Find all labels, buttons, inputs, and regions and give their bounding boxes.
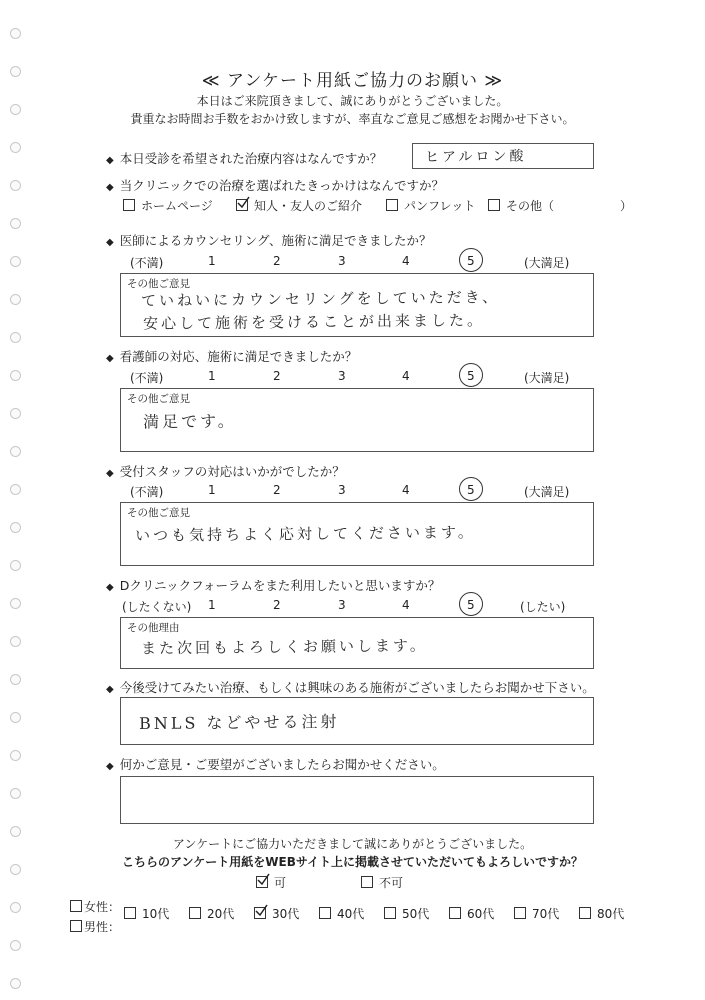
question-2: ◆ 当クリニックでの治療を選ばれたきっかけはなんですか？ bbox=[106, 178, 444, 193]
q6-scale-1[interactable]: 1 bbox=[208, 598, 216, 612]
q2-option-pamphlet[interactable]: パンフレット bbox=[386, 197, 475, 214]
q4-scale-1[interactable]: 1 bbox=[208, 369, 216, 383]
q3-scale-1[interactable]: 1 bbox=[208, 254, 216, 268]
q3-comment-box[interactable] bbox=[120, 273, 594, 337]
q3-comment-line-2: 安心して施術を受けることが出来ました。 bbox=[142, 311, 486, 333]
age-50s[interactable]: 50代 bbox=[384, 905, 429, 922]
checkbox[interactable] bbox=[70, 900, 82, 912]
q3-comment-label: その他ご意見 bbox=[127, 278, 190, 290]
q4-comment-line-1: 満足です。 bbox=[142, 411, 237, 432]
q5-scale-5[interactable]: 5 bbox=[467, 483, 475, 497]
q5-selected-circle bbox=[459, 477, 483, 501]
checkbox[interactable] bbox=[361, 876, 373, 888]
q2-option-referral[interactable]: 知人・友人のご紹介 bbox=[236, 197, 362, 214]
q6-scale-5[interactable]: 5 bbox=[467, 598, 475, 612]
question-1: ◆ 本日受診を希望された治療内容はなんですか？ bbox=[106, 151, 383, 166]
gender-male[interactable]: 男性： bbox=[70, 918, 120, 935]
q3-scale-5[interactable]: 5 bbox=[467, 254, 475, 268]
q5-scale-low: (不満) bbox=[130, 485, 164, 499]
q5-comment-label: その他ご意見 bbox=[127, 507, 190, 519]
gender-female[interactable]: 女性： bbox=[70, 898, 120, 915]
q6-selected-circle bbox=[459, 592, 483, 616]
q2-close-paren: ） bbox=[620, 199, 633, 213]
q5-scale-high: (大満足) bbox=[524, 485, 570, 499]
q6-scale-low: (したくない) bbox=[122, 600, 192, 614]
checkbox[interactable] bbox=[189, 907, 201, 919]
q5-scale-3[interactable]: 3 bbox=[338, 483, 346, 497]
question-8: ◆ 何かご意見・ご要望がございましたらお聞かせください。 bbox=[106, 757, 445, 772]
check-icon bbox=[236, 196, 250, 210]
checkbox[interactable] bbox=[488, 199, 500, 211]
question-5: ◆ 受付スタッフの対応はいかがでしたか？ bbox=[106, 464, 345, 479]
q8-answer-box[interactable] bbox=[120, 776, 594, 824]
q3-scale-2[interactable]: 2 bbox=[273, 254, 281, 268]
checkbox[interactable] bbox=[449, 907, 461, 919]
checkbox-checked[interactable] bbox=[254, 907, 266, 919]
q5-comment-box[interactable] bbox=[120, 502, 594, 566]
q6-scale-3[interactable]: 3 bbox=[338, 598, 346, 612]
q4-scale-4[interactable]: 4 bbox=[402, 369, 410, 383]
age-60s[interactable]: 60代 bbox=[449, 905, 494, 922]
age-80s[interactable]: 80代 bbox=[579, 905, 624, 922]
checkbox-checked[interactable] bbox=[256, 876, 268, 888]
q2-option-homepage[interactable]: ホームページ bbox=[123, 197, 213, 214]
q3-scale-4[interactable]: 4 bbox=[402, 254, 410, 268]
q6-comment-box[interactable] bbox=[120, 617, 594, 669]
q4-scale-high: (大満足) bbox=[524, 371, 570, 385]
page-title: ≪ アンケート用紙ご協力のお願い ≫ bbox=[201, 71, 504, 91]
question-3: ◆ 医師によるカウンセリング、施術に満足できましたか？ bbox=[106, 233, 432, 248]
question-6: ◆ Dクリニックフォーラムをまた利用したいと思いますか？ bbox=[106, 578, 441, 593]
q6-comment-label: その他理由 bbox=[127, 622, 180, 634]
checkbox[interactable] bbox=[386, 199, 398, 211]
q6-scale-2[interactable]: 2 bbox=[273, 598, 281, 612]
age-20s[interactable]: 20代 bbox=[189, 905, 234, 922]
checkbox[interactable] bbox=[123, 199, 135, 211]
checkbox[interactable] bbox=[319, 907, 331, 919]
check-icon bbox=[256, 873, 270, 887]
q4-scale-2[interactable]: 2 bbox=[273, 369, 281, 383]
q4-comment-box[interactable] bbox=[120, 388, 594, 452]
footer-thanks: アンケートにご協力いただきまして誠にありがとうございました。 bbox=[172, 837, 533, 851]
q6-comment-line-1: また次回もよろしくお願いします。 bbox=[140, 636, 428, 658]
q3-selected-circle bbox=[459, 248, 483, 272]
q7-answer: BNLS などやせる注射 bbox=[138, 711, 340, 734]
q2-option-other[interactable]: その他（ bbox=[488, 197, 554, 214]
age-40s[interactable]: 40代 bbox=[319, 905, 364, 922]
q5-comment-line-1: いつも気持ちよく応対してくださいます。 bbox=[134, 523, 476, 545]
q7-answer-box[interactable] bbox=[120, 697, 594, 745]
q3-scale-3[interactable]: 3 bbox=[338, 254, 346, 268]
checkbox-checked[interactable] bbox=[236, 199, 248, 211]
q5-scale-1[interactable]: 1 bbox=[208, 483, 216, 497]
q6-scale-high: (したい) bbox=[520, 600, 566, 614]
permission-ok[interactable]: 可 bbox=[256, 874, 286, 891]
q3-comment-line-1: ていねいにカウンセリングをしていただき、 bbox=[140, 288, 501, 310]
intro-line-1: 本日はご来院頂きまして、誠にありがとうございました。 bbox=[196, 94, 509, 108]
question-7: ◆ 今後受けてみたい治療、もしくは興味のある施術がございましたらお聞かせ下さい。 bbox=[106, 680, 595, 695]
q4-comment-label: その他ご意見 bbox=[127, 393, 190, 405]
q4-scale-5[interactable]: 5 bbox=[467, 369, 475, 383]
q6-scale-4[interactable]: 4 bbox=[402, 598, 410, 612]
checkbox[interactable] bbox=[124, 907, 136, 919]
permission-ng[interactable]: 不可 bbox=[361, 874, 403, 891]
q1-answer: ヒアルロン酸 bbox=[424, 148, 527, 166]
q4-selected-circle bbox=[459, 363, 483, 387]
q5-scale-4[interactable]: 4 bbox=[402, 483, 410, 497]
q4-scale-3[interactable]: 3 bbox=[338, 369, 346, 383]
checkbox[interactable] bbox=[70, 920, 82, 932]
age-70s[interactable]: 70代 bbox=[514, 905, 559, 922]
checkbox[interactable] bbox=[384, 907, 396, 919]
q3-scale-high: (大満足) bbox=[524, 256, 570, 270]
q5-scale-2[interactable]: 2 bbox=[273, 483, 281, 497]
age-30s[interactable]: 30代 bbox=[254, 905, 299, 922]
checkbox[interactable] bbox=[514, 907, 526, 919]
q3-scale-low: (不満) bbox=[130, 256, 164, 270]
age-10s[interactable]: 10代 bbox=[124, 905, 169, 922]
footer-permission: こちらのアンケート用紙をWEBサイト上に掲載させていただいてもよろしいですか？ bbox=[121, 855, 584, 869]
checkbox[interactable] bbox=[579, 907, 591, 919]
q1-answer-box[interactable] bbox=[412, 143, 594, 169]
check-icon bbox=[254, 904, 268, 918]
q4-scale-low: (不満) bbox=[130, 371, 164, 385]
question-4: ◆ 看護師の対応、施術に満足できましたか？ bbox=[106, 349, 358, 364]
intro-line-2: 貴重なお時間お手数をおかけ致しますが、率直なご意見ご感想をお聞かせ下さい。 bbox=[130, 112, 575, 126]
